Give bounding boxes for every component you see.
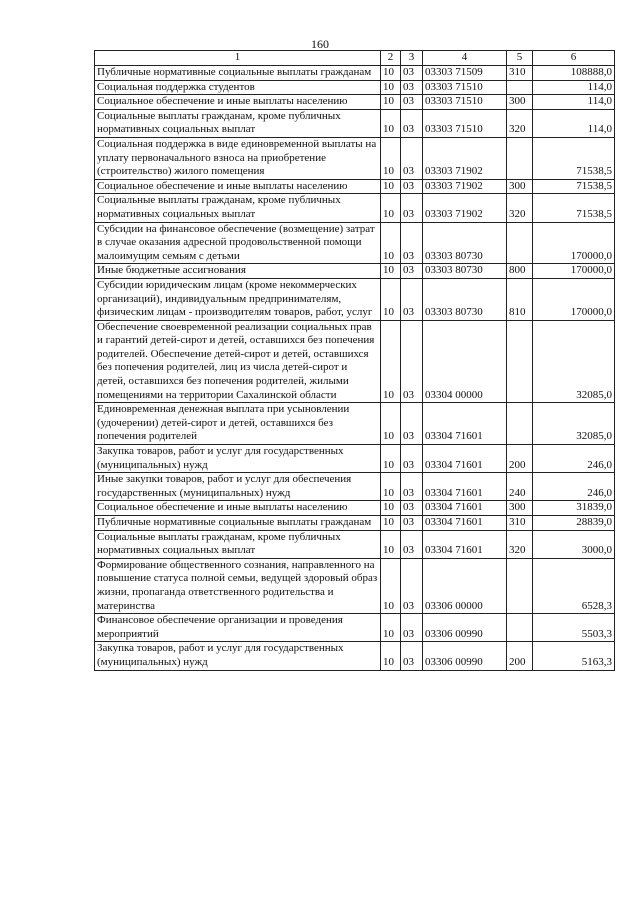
row-subsection-cell: 03	[401, 642, 423, 670]
row-subsection-cell: 03	[401, 66, 423, 81]
row-expense-type-cell: 320	[507, 530, 533, 558]
row-expense-type-cell: 320	[507, 109, 533, 137]
row-sum-cell: 108888,0	[533, 66, 615, 81]
page-number: 160	[311, 37, 329, 51]
row-expense-type-cell	[507, 222, 533, 264]
row-section-cell: 10	[381, 109, 401, 137]
table-row	[95, 95, 615, 110]
row-section-cell: 10	[381, 558, 401, 613]
header-col-5: 5	[507, 51, 533, 66]
row-article-cell: 03303 71509	[423, 66, 507, 81]
row-name-cell: Финансовое обеспечение организации и проведения мероприятий	[95, 614, 381, 642]
row-subsection-cell: 03	[401, 530, 423, 558]
row-sum-cell: 5163,3	[533, 642, 615, 670]
row-subsection-cell: 03	[401, 516, 423, 531]
row-section-cell: 10	[381, 642, 401, 670]
row-article-cell: 03304 71601	[423, 501, 507, 516]
row-subsection-cell: 03	[401, 80, 423, 95]
row-name-cell: Социальная поддержка студентов	[95, 80, 381, 95]
row-subsection-cell: 03	[401, 109, 423, 137]
row-sum-cell: 114,0	[533, 109, 615, 137]
row-section-cell: 10	[381, 194, 401, 222]
row-name-cell: Субсидии юридическим лицам (кроме некоммерческих организаций), индивидуальным предпринимателям, физическим лицам - производителям товаров, работ, услуг	[95, 278, 381, 320]
row-expense-type-cell: 240	[507, 473, 533, 501]
row-expense-type-cell: 320	[507, 194, 533, 222]
row-name-cell: Социальные выплаты гражданам, кроме публичных нормативных социальных выплат	[95, 194, 381, 222]
table-row	[95, 445, 615, 473]
row-article-cell: 03304 71601	[423, 473, 507, 501]
table-row	[95, 501, 615, 516]
row-expense-type-cell: 200	[507, 445, 533, 473]
row-sum-cell: 28839,0	[533, 516, 615, 531]
table-row	[95, 137, 615, 179]
row-subsection-cell: 03	[401, 222, 423, 264]
table-row	[95, 320, 615, 403]
row-name-cell: Публичные нормативные социальные выплаты гражданам	[95, 516, 381, 531]
row-section-cell: 10	[381, 403, 401, 445]
row-subsection-cell: 03	[401, 264, 423, 279]
row-article-cell: 03303 71510	[423, 95, 507, 110]
row-name-cell: Формирование общественного сознания, направленного на повышение статуса полной семьи, ведущей здоровый образ жизни, пропаганда ответственного родительства и материнства	[95, 558, 381, 613]
row-sum-cell: 3000,0	[533, 530, 615, 558]
row-subsection-cell: 03	[401, 95, 423, 110]
row-name-cell: Социальная поддержка в виде единовременной выплаты на уплату первоначального взноса на приобретение (строительство) жилого помещения	[95, 137, 381, 179]
header-col-3: 3	[401, 51, 423, 66]
header-col-4: 4	[423, 51, 507, 66]
row-subsection-cell: 03	[401, 473, 423, 501]
row-subsection-cell: 03	[401, 278, 423, 320]
row-sum-cell: 170000,0	[533, 222, 615, 264]
table-body	[95, 66, 615, 671]
row-expense-type-cell: 300	[507, 95, 533, 110]
table-row	[95, 614, 615, 642]
budget-table	[94, 50, 615, 671]
row-sum-cell: 170000,0	[533, 264, 615, 279]
row-name-cell: Закупка товаров, работ и услуг для государственных (муниципальных) нужд	[95, 642, 381, 670]
row-section-cell: 10	[381, 320, 401, 403]
row-section-cell: 10	[381, 501, 401, 516]
row-expense-type-cell	[507, 614, 533, 642]
table-row	[95, 642, 615, 670]
row-name-cell: Закупка товаров, работ и услуг для государственных (муниципальных) нужд	[95, 445, 381, 473]
row-article-cell: 03304 71601	[423, 445, 507, 473]
row-expense-type-cell	[507, 558, 533, 613]
row-subsection-cell: 03	[401, 445, 423, 473]
table-row	[95, 473, 615, 501]
row-article-cell: 03304 71601	[423, 516, 507, 531]
row-sum-cell: 246,0	[533, 445, 615, 473]
header-col-6: 6	[533, 51, 615, 66]
row-sum-cell: 5503,3	[533, 614, 615, 642]
row-section-cell: 10	[381, 222, 401, 264]
row-subsection-cell: 03	[401, 194, 423, 222]
row-sum-cell: 31839,0	[533, 501, 615, 516]
row-section-cell: 10	[381, 278, 401, 320]
row-subsection-cell: 03	[401, 614, 423, 642]
row-section-cell: 10	[381, 179, 401, 194]
row-article-cell: 03304 71601	[423, 530, 507, 558]
row-section-cell: 10	[381, 530, 401, 558]
table-row	[95, 278, 615, 320]
row-article-cell: 03304 71601	[423, 403, 507, 445]
row-article-cell: 03303 80730	[423, 222, 507, 264]
row-expense-type-cell	[507, 320, 533, 403]
row-section-cell: 10	[381, 614, 401, 642]
row-subsection-cell: 03	[401, 501, 423, 516]
row-subsection-cell: 03	[401, 320, 423, 403]
header-col-1: 1	[95, 51, 381, 66]
row-section-cell: 10	[381, 445, 401, 473]
row-subsection-cell: 03	[401, 137, 423, 179]
row-article-cell: 03303 80730	[423, 264, 507, 279]
row-article-cell: 03303 80730	[423, 278, 507, 320]
table-row	[95, 403, 615, 445]
row-subsection-cell: 03	[401, 403, 423, 445]
table-row	[95, 516, 615, 531]
row-sum-cell: 114,0	[533, 80, 615, 95]
row-section-cell: 10	[381, 264, 401, 279]
row-sum-cell: 170000,0	[533, 278, 615, 320]
row-sum-cell: 246,0	[533, 473, 615, 501]
table-row	[95, 66, 615, 81]
row-article-cell: 03303 71902	[423, 194, 507, 222]
table-row	[95, 222, 615, 264]
row-article-cell: 03306 00990	[423, 614, 507, 642]
row-name-cell: Иные закупки товаров, работ и услуг для обеспечения государственных (муниципальных) нужд	[95, 473, 381, 501]
row-expense-type-cell: 800	[507, 264, 533, 279]
row-name-cell: Иные бюджетные ассигнования	[95, 264, 381, 279]
row-name-cell: Социальные выплаты гражданам, кроме публичных нормативных социальных выплат	[95, 109, 381, 137]
table-row	[95, 530, 615, 558]
table-row	[95, 264, 615, 279]
row-section-cell: 10	[381, 66, 401, 81]
row-expense-type-cell: 300	[507, 179, 533, 194]
row-article-cell: 03303 71902	[423, 137, 507, 179]
row-article-cell: 03304 00000	[423, 320, 507, 403]
row-sum-cell: 71538,5	[533, 137, 615, 179]
row-subsection-cell: 03	[401, 179, 423, 194]
table-row	[95, 80, 615, 95]
row-expense-type-cell: 810	[507, 278, 533, 320]
row-name-cell: Социальное обеспечение и иные выплаты населению	[95, 501, 381, 516]
row-sum-cell: 71538,5	[533, 179, 615, 194]
row-expense-type-cell: 300	[507, 501, 533, 516]
row-name-cell: Единовременная денежная выплата при усыновлении (удочерении) детей-сирот и детей, оставшихся без попечения родителей	[95, 403, 381, 445]
row-name-cell: Социальное обеспечение и иные выплаты населению	[95, 179, 381, 194]
row-expense-type-cell	[507, 80, 533, 95]
table-header	[95, 51, 615, 66]
row-article-cell: 03303 71902	[423, 179, 507, 194]
row-sum-cell: 6528,3	[533, 558, 615, 613]
row-name-cell: Социальное обеспечение и иные выплаты населению	[95, 95, 381, 110]
row-section-cell: 10	[381, 137, 401, 179]
row-article-cell: 03306 00000	[423, 558, 507, 613]
row-sum-cell: 114,0	[533, 95, 615, 110]
header-row	[95, 51, 615, 66]
row-article-cell: 03306 00990	[423, 642, 507, 670]
row-expense-type-cell: 310	[507, 66, 533, 81]
row-section-cell: 10	[381, 80, 401, 95]
row-section-cell: 10	[381, 516, 401, 531]
row-name-cell: Обеспечение своевременной реализации социальных прав и гарантий детей-сирот и детей, оставшихся без попечения родителей. Обеспечение детей-сирот и детей, оставшихся без попечения родителей, лиц из числа детей-сирот и детей, оставшихся без попечения родителей, жилыми помещениями на территории Сахалинской области	[95, 320, 381, 403]
row-article-cell: 03303 71510	[423, 109, 507, 137]
row-expense-type-cell: 200	[507, 642, 533, 670]
table-row	[95, 109, 615, 137]
row-name-cell: Публичные нормативные социальные выплаты гражданам	[95, 66, 381, 81]
header-col-2: 2	[381, 51, 401, 66]
row-subsection-cell: 03	[401, 558, 423, 613]
table-row	[95, 558, 615, 613]
row-expense-type-cell	[507, 137, 533, 179]
row-sum-cell: 32085,0	[533, 320, 615, 403]
row-name-cell: Субсидии на финансовое обеспечение (возмещение) затрат в случае оказания адресной продовольственной помощи малоимущим семьям с детьми	[95, 222, 381, 264]
row-expense-type-cell	[507, 403, 533, 445]
row-sum-cell: 32085,0	[533, 403, 615, 445]
row-section-cell: 10	[381, 95, 401, 110]
row-article-cell: 03303 71510	[423, 80, 507, 95]
table-row	[95, 179, 615, 194]
table-row	[95, 194, 615, 222]
row-expense-type-cell: 310	[507, 516, 533, 531]
row-name-cell: Социальные выплаты гражданам, кроме публичных нормативных социальных выплат	[95, 530, 381, 558]
row-sum-cell: 71538,5	[533, 194, 615, 222]
row-section-cell: 10	[381, 473, 401, 501]
